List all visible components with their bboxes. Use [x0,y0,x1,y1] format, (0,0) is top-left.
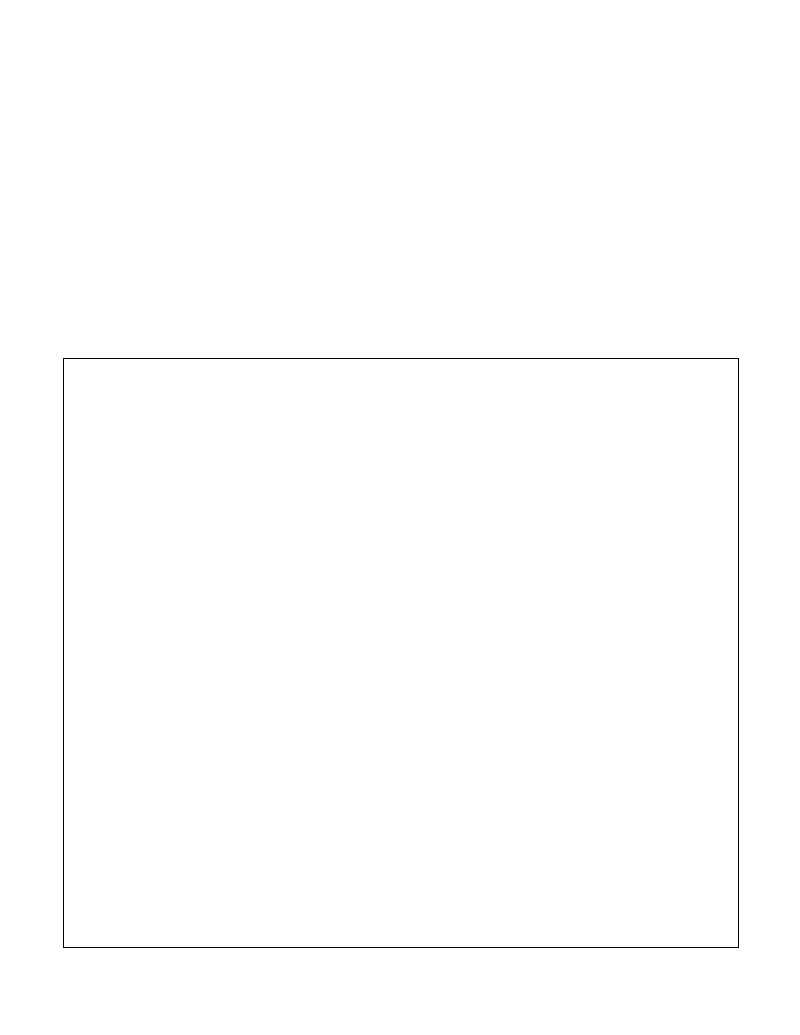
worksheet-box [63,358,739,948]
